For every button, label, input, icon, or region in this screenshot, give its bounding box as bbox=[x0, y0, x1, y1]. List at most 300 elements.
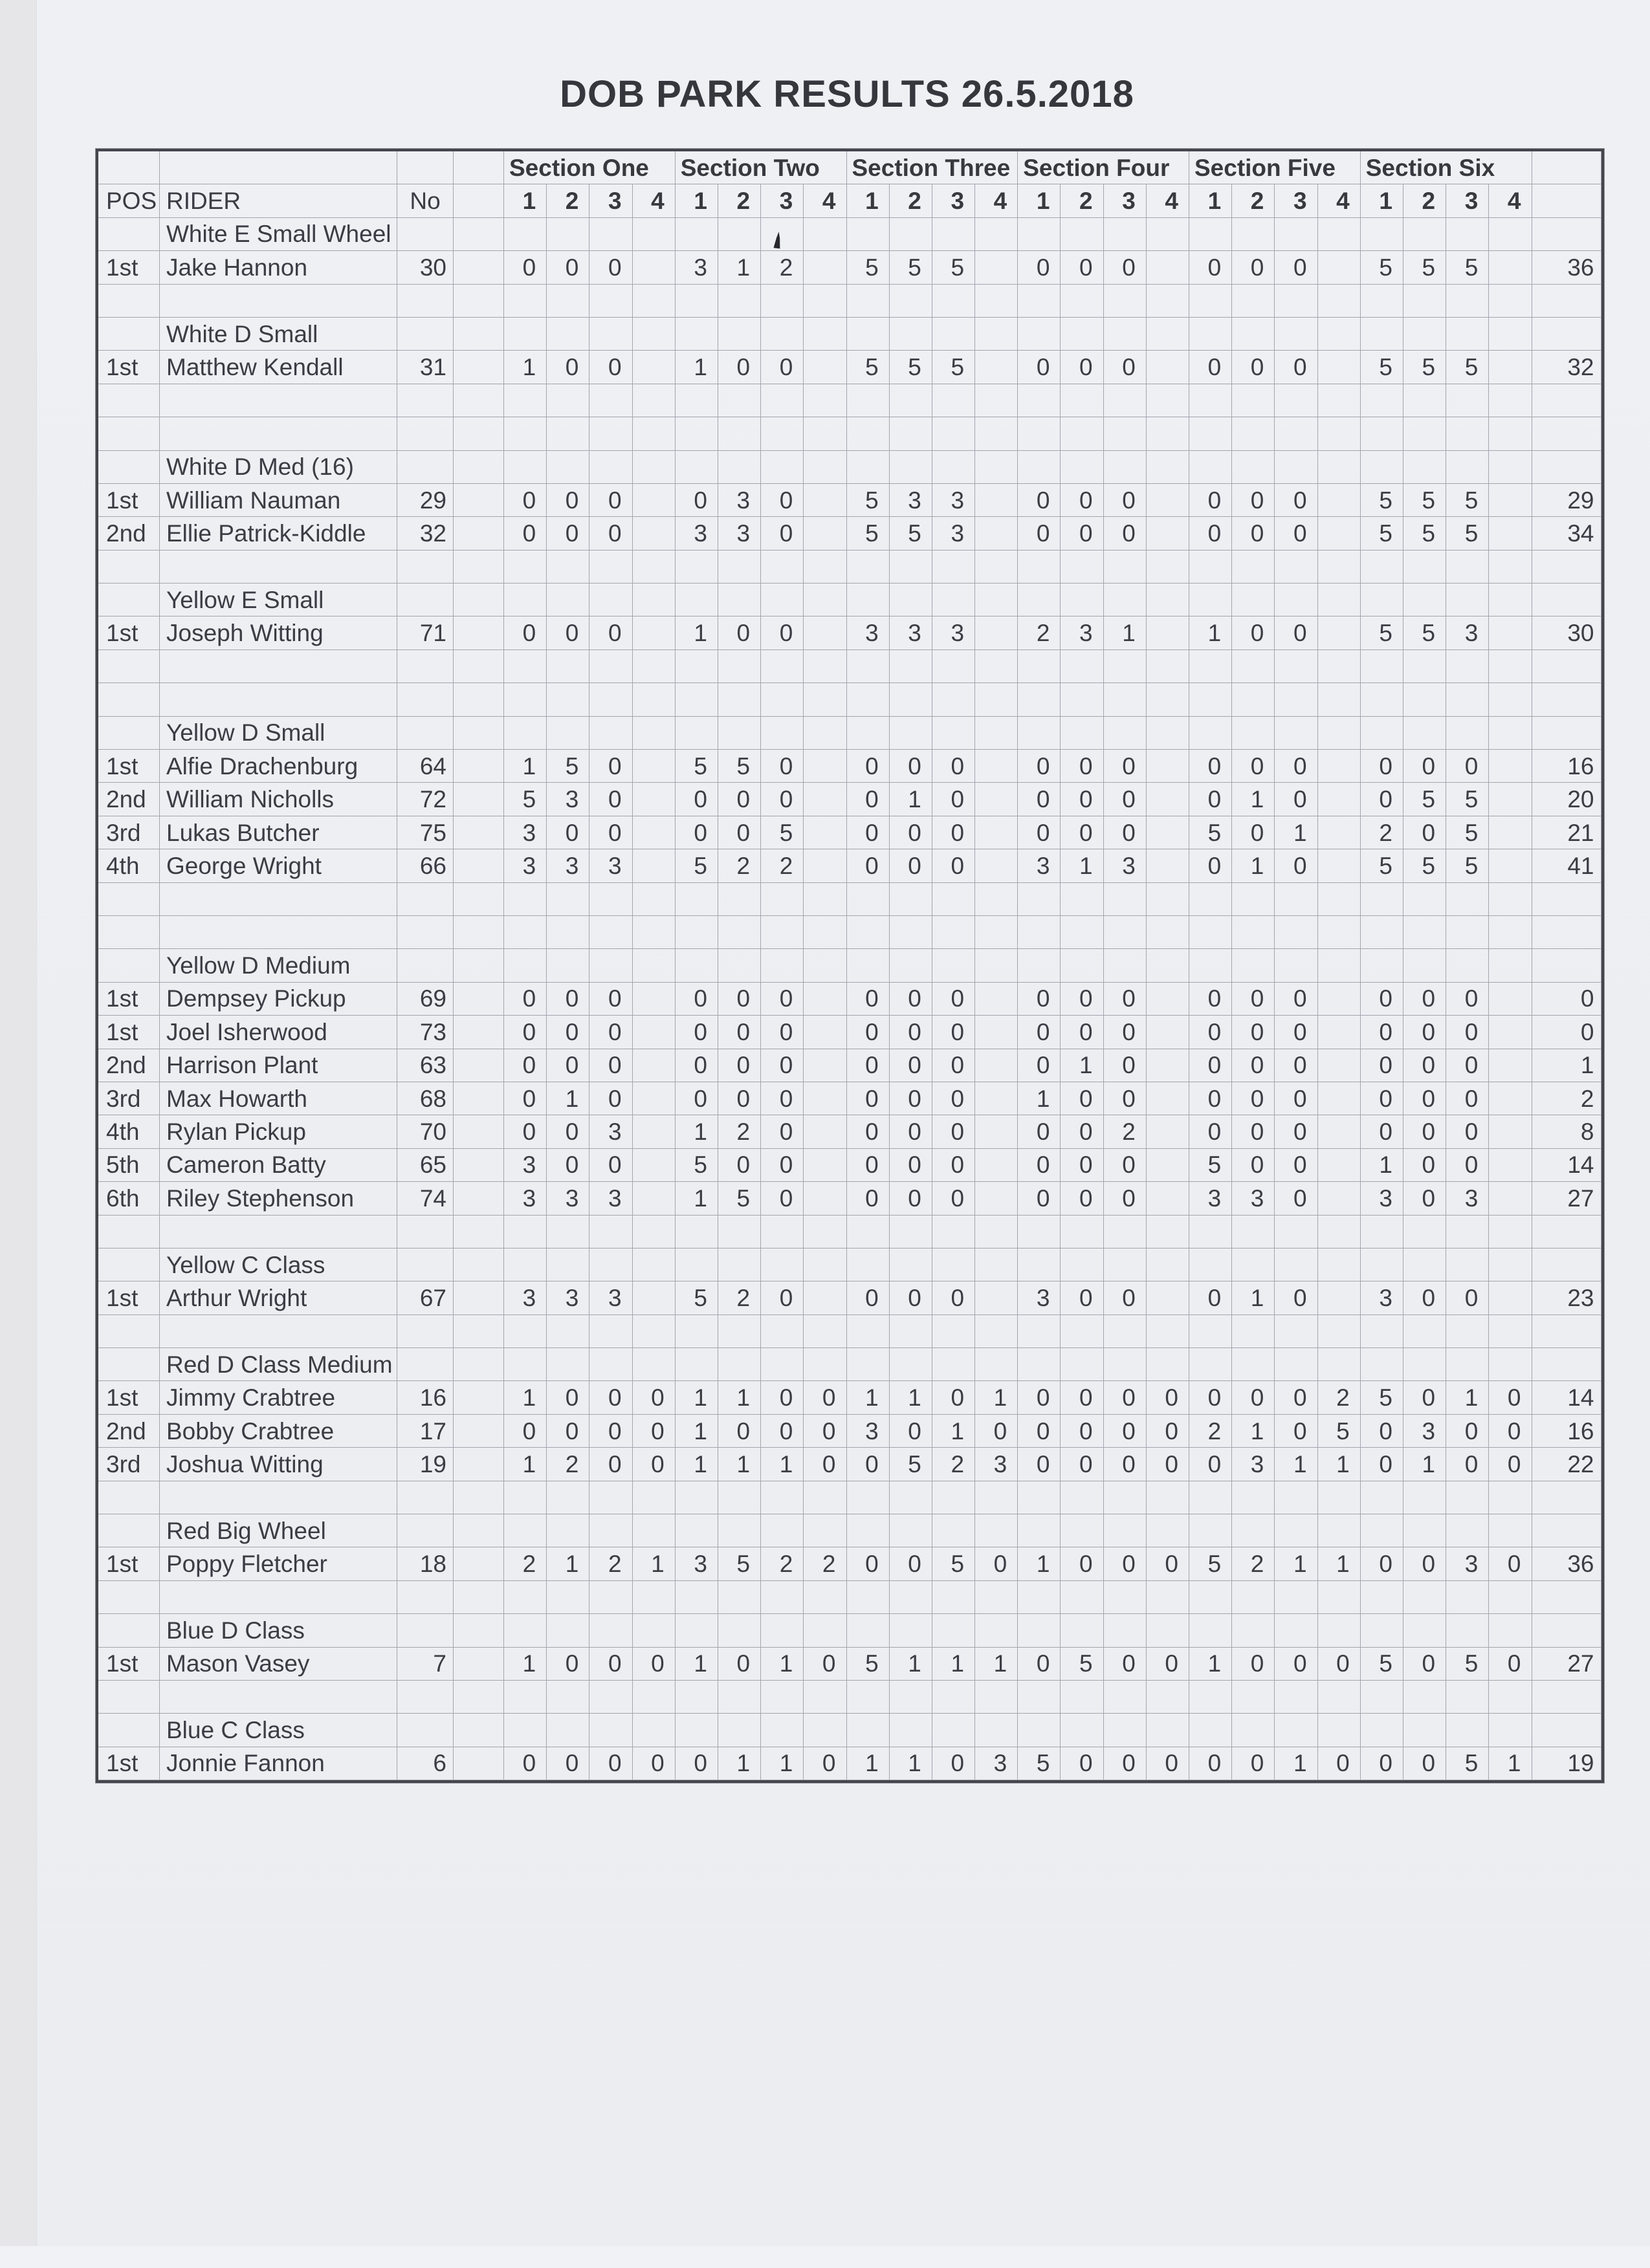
score-cell bbox=[1147, 983, 1189, 1016]
blank-score-cell bbox=[718, 1216, 761, 1248]
blank-no-cell bbox=[397, 318, 454, 351]
score-cell: 1 bbox=[890, 1381, 932, 1414]
score-cell: 5 bbox=[1446, 517, 1489, 550]
score-cell: 3 bbox=[932, 484, 975, 517]
blank-score-cell bbox=[1061, 683, 1103, 716]
blank-score-cell bbox=[1061, 417, 1103, 450]
total-cell: 16 bbox=[1532, 1415, 1601, 1448]
score-cell: 1 bbox=[1189, 1648, 1232, 1681]
blank-score-cell bbox=[676, 551, 718, 583]
score-cell: 0 bbox=[1275, 251, 1317, 284]
blank-score-cell bbox=[804, 285, 846, 318]
section-header-cell: Section Three bbox=[847, 151, 1018, 184]
blank-score-cell bbox=[1018, 318, 1061, 351]
blank-no-cell bbox=[397, 1614, 454, 1647]
blank-score-cell bbox=[847, 1248, 890, 1281]
score-cell: 0 bbox=[1018, 750, 1061, 783]
blank-score-cell bbox=[890, 1216, 932, 1248]
blank-score-cell bbox=[1489, 417, 1532, 450]
score-cell: 0 bbox=[761, 750, 804, 783]
blank-score-cell bbox=[1104, 916, 1147, 949]
blank-score-cell bbox=[1018, 1481, 1061, 1514]
score-cell: 0 bbox=[1403, 1381, 1446, 1414]
rider-header-cell: RIDER bbox=[160, 184, 397, 217]
score-cell: 0 bbox=[761, 1082, 804, 1115]
blank-rider-cell bbox=[160, 1481, 397, 1514]
score-cell: 3 bbox=[932, 517, 975, 550]
score-cell: 1 bbox=[1232, 849, 1275, 882]
score-cell: 1 bbox=[718, 1448, 761, 1481]
corner-blank-cell bbox=[397, 151, 454, 184]
blank-score-cell bbox=[932, 285, 975, 318]
score-cell: 0 bbox=[890, 1082, 932, 1115]
blank-score-cell bbox=[589, 1315, 632, 1348]
total-cell: 22 bbox=[1532, 1448, 1601, 1481]
score-cell: 0 bbox=[1061, 1381, 1103, 1414]
blank-score-cell bbox=[1147, 1614, 1189, 1647]
spacer-cell bbox=[454, 783, 504, 816]
blank-score-cell bbox=[932, 583, 975, 616]
score-cell: 0 bbox=[1147, 1415, 1189, 1448]
score-cell: 0 bbox=[504, 484, 547, 517]
total-header-cell bbox=[1532, 151, 1601, 184]
blank-score-cell bbox=[1018, 551, 1061, 583]
blank-score-cell bbox=[1361, 285, 1403, 318]
blank-score-cell bbox=[504, 1514, 547, 1547]
blank-pos-cell bbox=[98, 1216, 160, 1248]
score-cell: 1 bbox=[676, 1182, 718, 1215]
score-cell: 2 bbox=[504, 1547, 547, 1580]
attempt-header-cell: 2 bbox=[1403, 184, 1446, 217]
blank-score-cell bbox=[1061, 583, 1103, 616]
blank-total-cell bbox=[1532, 417, 1601, 450]
rider-name-cell: Ellie Patrick-Kiddle bbox=[160, 517, 397, 550]
score-cell: 0 bbox=[1403, 1049, 1446, 1082]
blank-score-cell bbox=[1446, 883, 1489, 916]
score-cell: 0 bbox=[1275, 1281, 1317, 1314]
blank-score-cell bbox=[761, 949, 804, 982]
spacer-cell bbox=[454, 1381, 504, 1414]
blank-score-cell bbox=[804, 883, 846, 916]
score-cell: 0 bbox=[1104, 1049, 1147, 1082]
blank-score-cell bbox=[1189, 883, 1232, 916]
blank-score-cell bbox=[847, 1481, 890, 1514]
blank-score-cell bbox=[975, 1714, 1018, 1747]
score-cell bbox=[1489, 750, 1532, 783]
score-cell: 5 bbox=[676, 1149, 718, 1182]
blank-score-cell bbox=[589, 551, 632, 583]
score-cell: 0 bbox=[1061, 1547, 1103, 1580]
score-cell: 5 bbox=[1318, 1415, 1361, 1448]
score-cell: 5 bbox=[1361, 484, 1403, 517]
blank-score-cell bbox=[547, 650, 589, 683]
blank-score-cell bbox=[1018, 1681, 1061, 1714]
score-cell bbox=[633, 1115, 676, 1148]
blank-score-cell bbox=[1403, 417, 1446, 450]
score-cell: 0 bbox=[589, 1415, 632, 1448]
blank-score-cell bbox=[633, 883, 676, 916]
score-cell: 3 bbox=[1361, 1281, 1403, 1314]
blank-score-cell bbox=[1446, 650, 1489, 683]
score-cell: 0 bbox=[761, 783, 804, 816]
spacer-cell bbox=[454, 949, 504, 982]
blank-total-cell bbox=[1532, 384, 1601, 417]
blank-score-cell bbox=[1147, 717, 1189, 750]
blank-score-cell bbox=[718, 1681, 761, 1714]
blank-score-cell bbox=[1147, 1514, 1189, 1547]
score-cell: 1 bbox=[1189, 616, 1232, 649]
blank-score-cell bbox=[1318, 883, 1361, 916]
blank-score-cell bbox=[1061, 1514, 1103, 1547]
blank-no-cell bbox=[397, 285, 454, 318]
blank-score-cell bbox=[1061, 1248, 1103, 1281]
blank-score-cell bbox=[1189, 583, 1232, 616]
score-cell: 0 bbox=[932, 750, 975, 783]
blank-score-cell bbox=[1232, 883, 1275, 916]
blank-score-cell bbox=[761, 384, 804, 417]
blank-score-cell bbox=[1189, 1714, 1232, 1747]
blank-score-cell bbox=[761, 318, 804, 351]
blank-score-cell bbox=[975, 1514, 1018, 1547]
score-cell: 3 bbox=[1446, 1182, 1489, 1215]
blank-score-cell bbox=[547, 318, 589, 351]
rider-number-cell: 18 bbox=[397, 1547, 454, 1580]
score-cell bbox=[1489, 616, 1532, 649]
rider-name-cell: William Nauman bbox=[160, 484, 397, 517]
score-cell: 0 bbox=[1189, 1448, 1232, 1481]
blank-score-cell bbox=[1018, 1614, 1061, 1647]
blank-total-cell bbox=[1532, 949, 1601, 982]
score-cell: 0 bbox=[1275, 849, 1317, 882]
rider-name-cell: Alfie Drachenburg bbox=[160, 750, 397, 783]
blank-score-cell bbox=[1446, 1581, 1489, 1614]
spacer-cell bbox=[454, 1216, 504, 1248]
score-cell: 1 bbox=[761, 1648, 804, 1681]
score-cell: 3 bbox=[547, 783, 589, 816]
score-cell: 3 bbox=[932, 616, 975, 649]
spacer-cell bbox=[454, 1747, 504, 1780]
rider-number-cell: 75 bbox=[397, 816, 454, 849]
score-cell bbox=[1147, 1149, 1189, 1182]
blank-score-cell bbox=[718, 1481, 761, 1514]
blank-score-cell bbox=[1232, 218, 1275, 251]
score-cell: 1 bbox=[1275, 1547, 1317, 1580]
spacer-cell bbox=[454, 1547, 504, 1580]
blank-score-cell bbox=[589, 1581, 632, 1614]
blank-pos-cell bbox=[98, 1481, 160, 1514]
blank-score-cell bbox=[1232, 551, 1275, 583]
blank-score-cell bbox=[1018, 1348, 1061, 1381]
score-cell bbox=[1489, 1082, 1532, 1115]
score-cell: 0 bbox=[847, 816, 890, 849]
blank-score-cell bbox=[676, 883, 718, 916]
score-cell: 3 bbox=[975, 1747, 1018, 1780]
score-cell bbox=[1318, 1049, 1361, 1082]
blank-score-cell bbox=[1318, 551, 1361, 583]
blank-no-cell bbox=[397, 451, 454, 484]
blank-score-cell bbox=[890, 583, 932, 616]
blank-score-cell bbox=[504, 1714, 547, 1747]
score-cell: 0 bbox=[932, 816, 975, 849]
blank-score-cell bbox=[804, 1248, 846, 1281]
blank-score-cell bbox=[1104, 1216, 1147, 1248]
score-cell bbox=[633, 1281, 676, 1314]
blank-score-cell bbox=[1403, 1581, 1446, 1614]
score-cell bbox=[633, 849, 676, 882]
score-cell: 5 bbox=[1403, 783, 1446, 816]
rider-name-cell: Joel Isherwood bbox=[160, 1016, 397, 1049]
blank-score-cell bbox=[547, 883, 589, 916]
score-cell bbox=[633, 351, 676, 384]
score-cell bbox=[633, 616, 676, 649]
score-cell: 0 bbox=[547, 1415, 589, 1448]
score-cell: 1 bbox=[1403, 1448, 1446, 1481]
blank-score-cell bbox=[633, 318, 676, 351]
blank-score-cell bbox=[1275, 1514, 1317, 1547]
score-cell: 0 bbox=[589, 1016, 632, 1049]
class-name-cell: White D Med (16) bbox=[160, 451, 397, 484]
score-cell: 1 bbox=[718, 1381, 761, 1414]
blank-score-cell bbox=[633, 1514, 676, 1547]
blank-score-cell bbox=[589, 1514, 632, 1547]
blank-score-cell bbox=[1275, 1581, 1317, 1614]
score-cell: 0 bbox=[547, 1648, 589, 1681]
score-cell: 0 bbox=[761, 484, 804, 517]
score-cell bbox=[804, 517, 846, 550]
rider-number-cell: 32 bbox=[397, 517, 454, 550]
blank-score-cell bbox=[1104, 417, 1147, 450]
score-cell: 1 bbox=[504, 750, 547, 783]
blank-score-cell bbox=[932, 1681, 975, 1714]
total-cell: 16 bbox=[1532, 750, 1601, 783]
blank-pos-cell bbox=[98, 451, 160, 484]
blank-score-cell bbox=[1018, 650, 1061, 683]
blank-score-cell bbox=[932, 1581, 975, 1614]
blank-score-cell bbox=[676, 451, 718, 484]
score-cell bbox=[804, 1149, 846, 1182]
blank-score-cell bbox=[633, 683, 676, 716]
blank-score-cell bbox=[1147, 1248, 1189, 1281]
attempt-header-cell: 4 bbox=[804, 184, 846, 217]
position-cell: 1st bbox=[98, 1381, 160, 1414]
blank-score-cell bbox=[1018, 1216, 1061, 1248]
blank-score-cell bbox=[761, 218, 804, 251]
blank-score-cell bbox=[504, 285, 547, 318]
blank-no-cell bbox=[397, 717, 454, 750]
blank-score-cell bbox=[1189, 1614, 1232, 1647]
score-cell: 2 bbox=[718, 849, 761, 882]
score-cell: 0 bbox=[1018, 1115, 1061, 1148]
score-cell: 2 bbox=[589, 1547, 632, 1580]
score-cell: 0 bbox=[932, 1281, 975, 1314]
score-cell: 0 bbox=[1104, 351, 1147, 384]
blank-score-cell bbox=[1275, 1714, 1317, 1747]
total-cell: 27 bbox=[1532, 1648, 1601, 1681]
score-cell: 0 bbox=[847, 1182, 890, 1215]
blank-rider-cell bbox=[160, 916, 397, 949]
score-cell: 0 bbox=[1104, 1648, 1147, 1681]
score-cell: 0 bbox=[847, 1082, 890, 1115]
blank-score-cell bbox=[633, 1714, 676, 1747]
rider-number-cell: 17 bbox=[397, 1415, 454, 1448]
blank-score-cell bbox=[633, 916, 676, 949]
blank-score-cell bbox=[1018, 384, 1061, 417]
blank-score-cell bbox=[1361, 218, 1403, 251]
blank-score-cell bbox=[1147, 1714, 1189, 1747]
rider-number-cell: 31 bbox=[397, 351, 454, 384]
score-cell: 0 bbox=[847, 849, 890, 882]
rider-number-cell: 65 bbox=[397, 1149, 454, 1182]
blank-score-cell bbox=[547, 717, 589, 750]
score-cell: 0 bbox=[975, 1415, 1018, 1448]
attempt-header-cell: 3 bbox=[1104, 184, 1147, 217]
blank-score-cell bbox=[1446, 451, 1489, 484]
score-cell: 0 bbox=[890, 849, 932, 882]
blank-score-cell bbox=[1403, 1614, 1446, 1647]
blank-score-cell bbox=[1232, 318, 1275, 351]
score-cell: 0 bbox=[589, 1049, 632, 1082]
score-cell: 1 bbox=[547, 1547, 589, 1580]
score-cell: 0 bbox=[1275, 983, 1317, 1016]
blank-score-cell bbox=[1104, 551, 1147, 583]
score-cell bbox=[1318, 1082, 1361, 1115]
blank-score-cell bbox=[1104, 1348, 1147, 1381]
class-name-cell: White D Small bbox=[160, 318, 397, 351]
blank-score-cell bbox=[589, 916, 632, 949]
score-cell: 0 bbox=[890, 1281, 932, 1314]
score-cell: 1 bbox=[1489, 1747, 1532, 1780]
spacer-cell bbox=[454, 551, 504, 583]
paper-bottom-shading bbox=[0, 2246, 1650, 2268]
blank-score-cell bbox=[676, 1315, 718, 1348]
blank-score-cell bbox=[890, 1315, 932, 1348]
blank-score-cell bbox=[1232, 1714, 1275, 1747]
blank-score-cell bbox=[1361, 583, 1403, 616]
position-cell: 2nd bbox=[98, 517, 160, 550]
class-name-cell: Red D Class Medium bbox=[160, 1348, 397, 1381]
blank-score-cell bbox=[761, 583, 804, 616]
score-cell: 3 bbox=[1361, 1182, 1403, 1215]
blank-score-cell bbox=[804, 949, 846, 982]
score-cell: 0 bbox=[890, 1016, 932, 1049]
score-cell: 0 bbox=[676, 1049, 718, 1082]
section-header-cell: Section Six bbox=[1361, 151, 1532, 184]
blank-score-cell bbox=[804, 451, 846, 484]
rider-name-cell: Matthew Kendall bbox=[160, 351, 397, 384]
score-cell: 3 bbox=[890, 484, 932, 517]
blank-score-cell bbox=[1232, 417, 1275, 450]
blank-score-cell bbox=[1147, 1581, 1189, 1614]
blank-score-cell bbox=[804, 1614, 846, 1647]
position-cell: 1st bbox=[98, 1547, 160, 1580]
blank-total-cell bbox=[1532, 285, 1601, 318]
blank-pos-cell bbox=[98, 551, 160, 583]
blank-score-cell bbox=[589, 1348, 632, 1381]
blank-score-cell bbox=[975, 583, 1018, 616]
rider-number-cell: 7 bbox=[397, 1648, 454, 1681]
blank-score-cell bbox=[1104, 1614, 1147, 1647]
position-cell: 1st bbox=[98, 484, 160, 517]
blank-score-cell bbox=[1403, 384, 1446, 417]
total-cell: 32 bbox=[1532, 351, 1601, 384]
blank-total-cell bbox=[1532, 717, 1601, 750]
blank-score-cell bbox=[504, 451, 547, 484]
score-cell: 0 bbox=[932, 849, 975, 882]
blank-score-cell bbox=[676, 384, 718, 417]
score-cell: 0 bbox=[1061, 484, 1103, 517]
score-cell bbox=[1147, 251, 1189, 284]
score-cell: 2 bbox=[804, 1547, 846, 1580]
score-cell: 0 bbox=[547, 1016, 589, 1049]
blank-score-cell bbox=[718, 1514, 761, 1547]
blank-score-cell bbox=[804, 1714, 846, 1747]
score-cell: 0 bbox=[1189, 983, 1232, 1016]
blank-score-cell bbox=[1104, 1714, 1147, 1747]
blank-score-cell bbox=[1104, 650, 1147, 683]
position-cell: 5th bbox=[98, 1149, 160, 1182]
blank-score-cell bbox=[1018, 1315, 1061, 1348]
score-cell bbox=[633, 816, 676, 849]
spacer-cell bbox=[454, 1049, 504, 1082]
blank-score-cell bbox=[1061, 650, 1103, 683]
score-cell: 5 bbox=[1361, 351, 1403, 384]
score-cell: 5 bbox=[676, 750, 718, 783]
score-cell: 0 bbox=[761, 1049, 804, 1082]
score-cell: 0 bbox=[504, 251, 547, 284]
score-cell: 0 bbox=[1189, 783, 1232, 816]
score-cell: 0 bbox=[1403, 1149, 1446, 1182]
score-cell: 3 bbox=[676, 251, 718, 284]
score-cell bbox=[1318, 517, 1361, 550]
score-cell: 0 bbox=[547, 983, 589, 1016]
score-cell: 0 bbox=[761, 1182, 804, 1215]
blank-score-cell bbox=[676, 1248, 718, 1281]
score-cell: 5 bbox=[718, 1182, 761, 1215]
score-cell: 0 bbox=[804, 1648, 846, 1681]
score-cell: 5 bbox=[676, 849, 718, 882]
score-cell: 0 bbox=[1403, 816, 1446, 849]
score-cell: 5 bbox=[1189, 816, 1232, 849]
spacer-cell bbox=[454, 1481, 504, 1514]
blank-score-cell bbox=[718, 1315, 761, 1348]
blank-score-cell bbox=[804, 218, 846, 251]
score-cell: 5 bbox=[1403, 517, 1446, 550]
score-cell: 0 bbox=[1147, 1648, 1189, 1681]
blank-no-cell bbox=[397, 683, 454, 716]
class-name-cell: Blue C Class bbox=[160, 1714, 397, 1747]
blank-score-cell bbox=[676, 650, 718, 683]
blank-score-cell bbox=[1361, 883, 1403, 916]
score-cell: 0 bbox=[718, 1415, 761, 1448]
blank-score-cell bbox=[1489, 949, 1532, 982]
class-name-cell: Red Big Wheel bbox=[160, 1514, 397, 1547]
score-cell bbox=[633, 251, 676, 284]
score-cell: 0 bbox=[504, 1016, 547, 1049]
score-cell: 3 bbox=[504, 816, 547, 849]
score-cell: 5 bbox=[1361, 1648, 1403, 1681]
score-cell: 3 bbox=[975, 1448, 1018, 1481]
blank-score-cell bbox=[1275, 451, 1317, 484]
blank-score-cell bbox=[1361, 650, 1403, 683]
blank-score-cell bbox=[847, 451, 890, 484]
blank-score-cell bbox=[1147, 916, 1189, 949]
spacer-cell bbox=[454, 717, 504, 750]
blank-score-cell bbox=[1189, 683, 1232, 716]
blank-rider-cell bbox=[160, 1581, 397, 1614]
blank-score-cell bbox=[676, 1714, 718, 1747]
rider-name-cell: Arthur Wright bbox=[160, 1281, 397, 1314]
blank-score-cell bbox=[589, 1681, 632, 1714]
